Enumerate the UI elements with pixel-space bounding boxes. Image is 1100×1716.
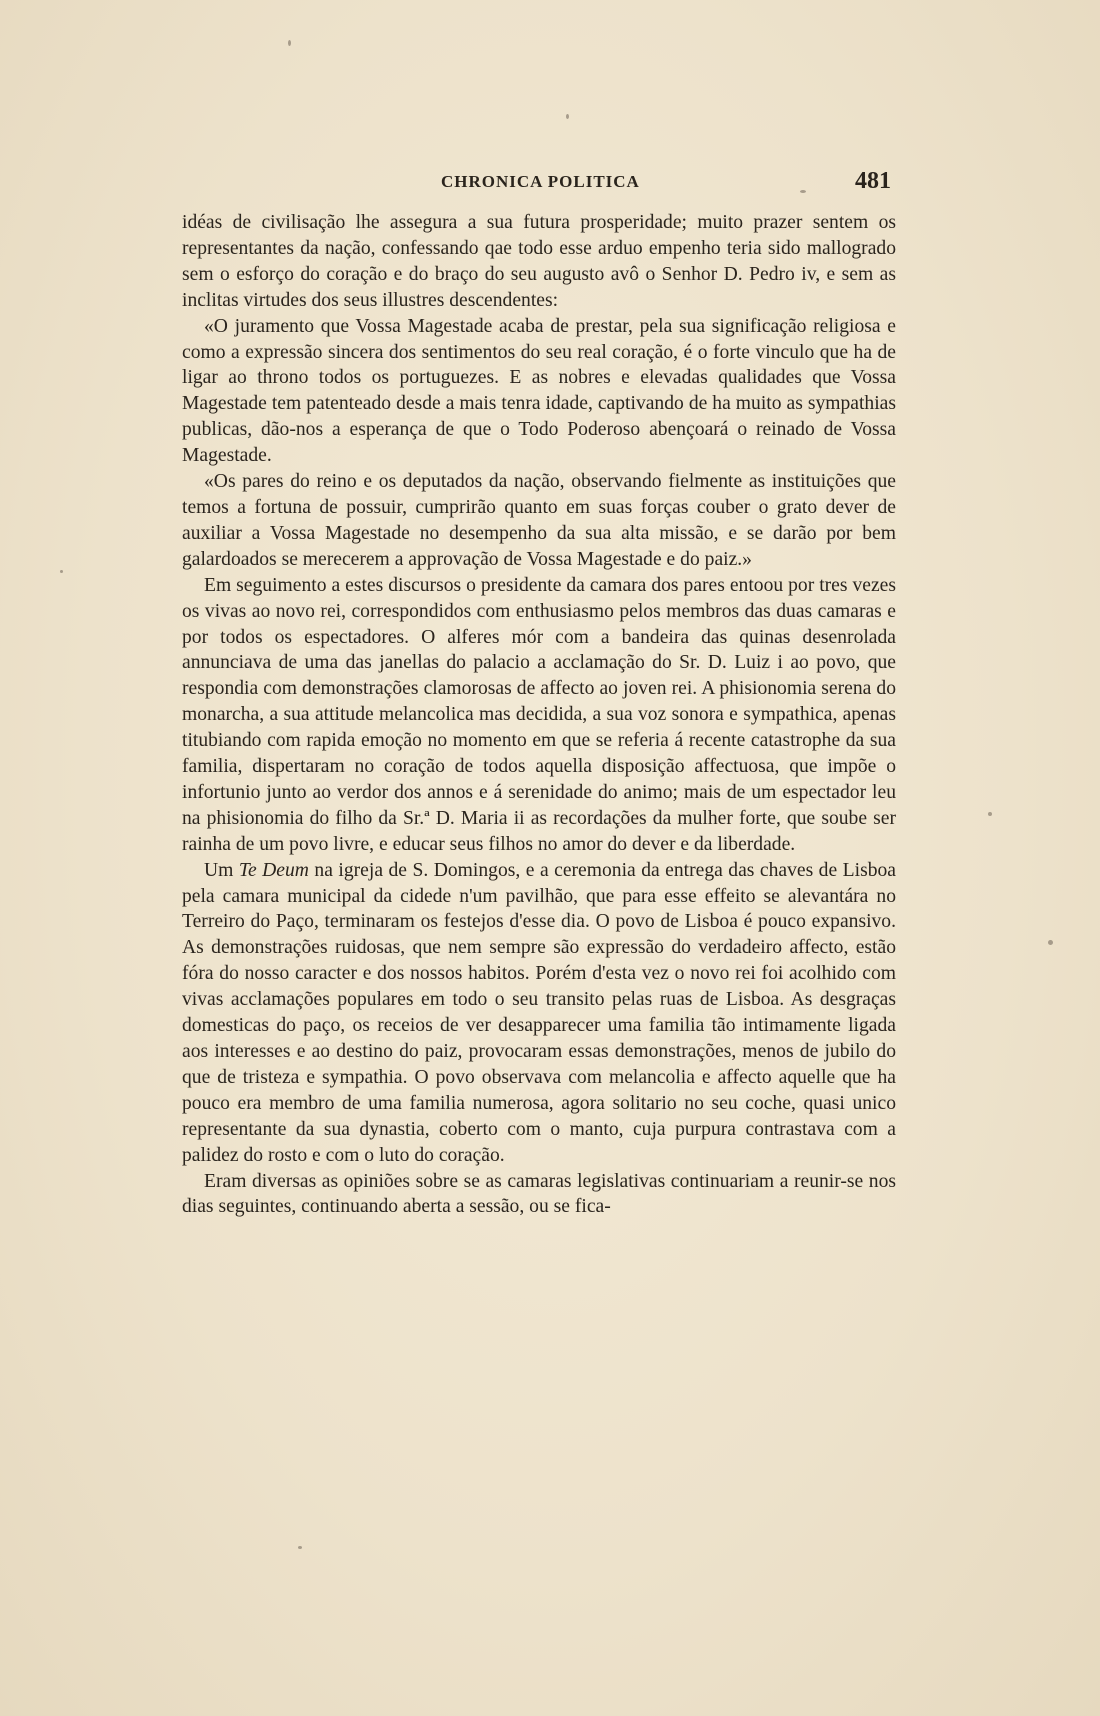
page-header bbox=[183, 168, 891, 198]
ink-speck bbox=[566, 114, 569, 119]
paragraph: «Os pares do reino e os deputados da nação, observando fielmente as instituições que temos a fortuna de possuir, cumprirão quanto em suas forças couber o grato dever de auxiliar a Vossa Magestade no desempenho da sua alta missão, e se darão por bem galardoados se merecerem a approvação de Vossa Magestade e do paiz.» bbox=[182, 471, 896, 570]
page-number: 481 bbox=[855, 168, 891, 194]
ink-speck bbox=[60, 570, 63, 573]
paragraph-text: Um bbox=[204, 859, 239, 881]
ink-speck bbox=[288, 40, 291, 46]
paragraph: Eram diversas as opiniões sobre se as camaras legislativas continuariam a reunir-se nos dias seguintes, continuando aberta a sessão, ou se fica- bbox=[182, 1170, 896, 1218]
paragraph-text: na igreja de S. Domingos, e a ceremonia da entrega das chaves de Lisboa pela camara municipal da cidede n'um pavilhão, que para esse effeito se alevantára no Terreiro do Paço, terminaram os festejos d'esse dia. O povo de Lisboa é pouco expansivo. As demonstrações ruidosas, que nem sempre são expressão do verdadeiro affecto, estão fóra do nosso caracter e dos nossos habitos. Porém d'esta vez o novo rei foi acolhido com vivas acclamações populares em todo o seu transito pelas ruas de Lisboa. As desgraças domesticas do paço, os receios de ver desapparecer uma familia tão intimamente ligada aos interesses e ao destino do paiz, provocaram essas demonstrações, menos de jubilo do que de tristeza e sympathia. O povo observava com melancolia e affecto aquelle que ha pouco era membro de uma familia numerosa, agora solitario no seu coche, quasi unico representante da sua dynastia, coberto com o manto, cuja purpura contrastava com a palidez do rosto e com o luto do coração. bbox=[182, 859, 896, 1166]
italic-title: Te Deum bbox=[238, 859, 309, 881]
paragraph: Em seguimento a estes discursos o presidente da camara dos pares entoou por tres vezes os vivas ao novo rei, correspondidos com enthusiasmo pelos membros das duas camaras e por todos os espectadores. O alferes mór com a bandeira das quinas desenrolada annunciava de uma das janellas do palacio a acclamação do Sr. D. Luiz i ao povo, que respondia com demonstrações clamorosas de affecto ao joven rei. A phisionomia serena do monarcha, a sua attitude melancolica mas decidida, a sua voz sonora e sympathica, apenas titubiando com rapida emoção no momento em que se referia á recente catastrophe da sua familia, dispertaram no coração de todos aquella disposição affectuosa, que impõe o infortunio junto ao verdor dos annos e á serenidade do animo; mais de um espectador leu na phisionomia do filho da Sr.ª D. Maria ii as recordações da mulher forte, que soube ser rainha de um povo livre, e educar seus filhos no amor do dever e da liberdade. bbox=[182, 574, 896, 855]
running-title: CHRONICA POLITICA bbox=[441, 172, 640, 191]
paragraph bbox=[182, 858, 896, 1169]
body-text bbox=[182, 210, 896, 1220]
ink-speck bbox=[988, 812, 992, 816]
ink-speck bbox=[1048, 940, 1053, 945]
paragraph: «O juramento que Vossa Magestade acaba de prestar, pela sua significação religiosa e como a expressão sincera dos sentimentos do seu real coração, é o forte vinculo que ha de ligar ao throno todos os portuguezes. E as nobres e elevadas qualidades que Vossa Magestade tem patenteado desde a mais tenra idade, captivando de ha muito as sympathias publicas, dão-nos a esperança de que o Todo Poderoso abençoará o reinado de Vossa Magestade. bbox=[182, 315, 896, 467]
ink-speck bbox=[298, 1546, 302, 1549]
paragraph: idéas de civilisação lhe assegura a sua futura prosperidade; muito prazer sentem os representantes da nação, confessando qae todo esse arduo empenho teria sido mallogrado sem o esforço do coração e do braço do seu augusto avô o Senhor D. Pedro iv, e sem as inclitas virtudes dos seus illustres descendentes: bbox=[182, 212, 896, 311]
